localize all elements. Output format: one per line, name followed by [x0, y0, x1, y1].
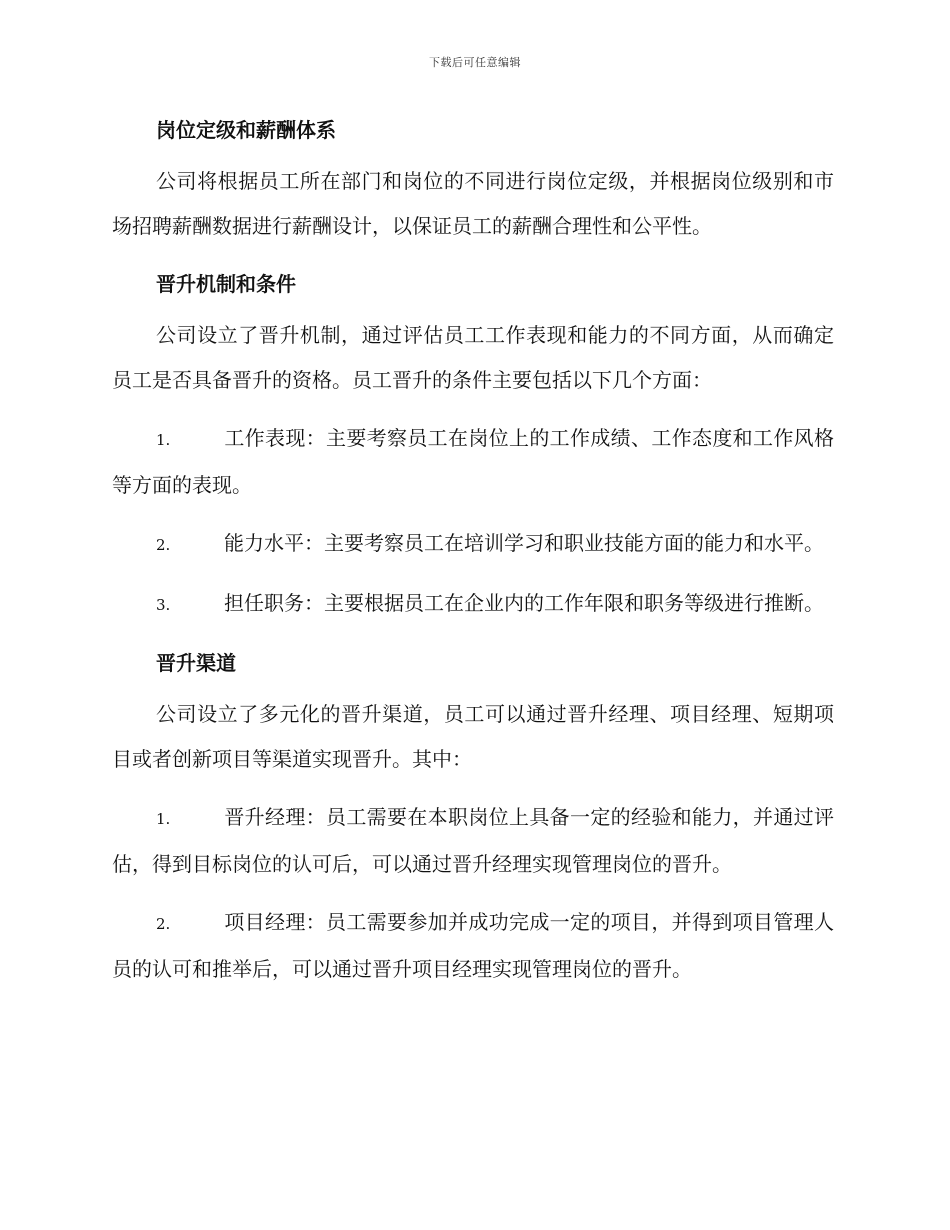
list-item-text: 晋升经理：员工需要在本职岗位上具备一定的经验和能力，并通过评估，得到目标岗位的认可后，可以通过晋升经理实现管理岗位的晋升。	[112, 805, 834, 876]
list-item-text: 能力水平：主要考察员工在培训学习和职业技能方面的能力和水平。	[224, 531, 824, 555]
section-heading-promotion-channels: 晋升渠道	[156, 651, 236, 675]
list-item-number: 2.	[156, 915, 171, 933]
list-item	[112, 795, 834, 887]
list-item	[112, 900, 834, 992]
list-item-number: 1.	[156, 431, 171, 449]
list-item-number: 3.	[156, 596, 171, 614]
list-item-text: 工作表现：主要考察员工在岗位上的工作成绩、工作态度和工作风格等方面的表现。	[112, 426, 834, 497]
list-item	[112, 521, 834, 568]
list-item-number: 1.	[156, 810, 171, 828]
page-header: 下载后可任意编辑	[429, 56, 521, 69]
paragraph-job-grading: 公司将根据员工所在部门和岗位的不同进行岗位定级，并根据岗位级别和市场招聘薪酬数据进行薪酬设计，以保证员工的薪酬合理性和公平性。	[112, 169, 834, 238]
list-item-number: 2.	[156, 536, 171, 554]
list-item-text: 项目经理：员工需要参加并成功完成一定的项目，并得到项目管理人员的认可和推举后，可以通过晋升项目经理实现管理岗位的晋升。	[112, 910, 834, 981]
paragraph-promotion-mechanism: 公司设立了晋升机制，通过评估员工工作表现和能力的不同方面，从而确定员工是否具备晋升的资格。员工晋升的条件主要包括以下几个方面：	[112, 323, 834, 392]
section-heading-promotion-mechanism: 晋升机制和条件	[156, 272, 296, 296]
paragraph-promotion-channels: 公司设立了多元化的晋升渠道，员工可以通过晋升经理、项目经理、短期项目或者创新项目等渠道实现晋升。其中：	[112, 702, 834, 771]
list-item	[112, 581, 834, 628]
list-item	[112, 416, 834, 508]
list-item-text: 担任职务：主要根据员工在企业内的工作年限和职务等级进行推断。	[224, 591, 824, 615]
document-body	[112, 108, 834, 1005]
section-heading-job-grading: 岗位定级和薪酬体系	[156, 118, 336, 142]
